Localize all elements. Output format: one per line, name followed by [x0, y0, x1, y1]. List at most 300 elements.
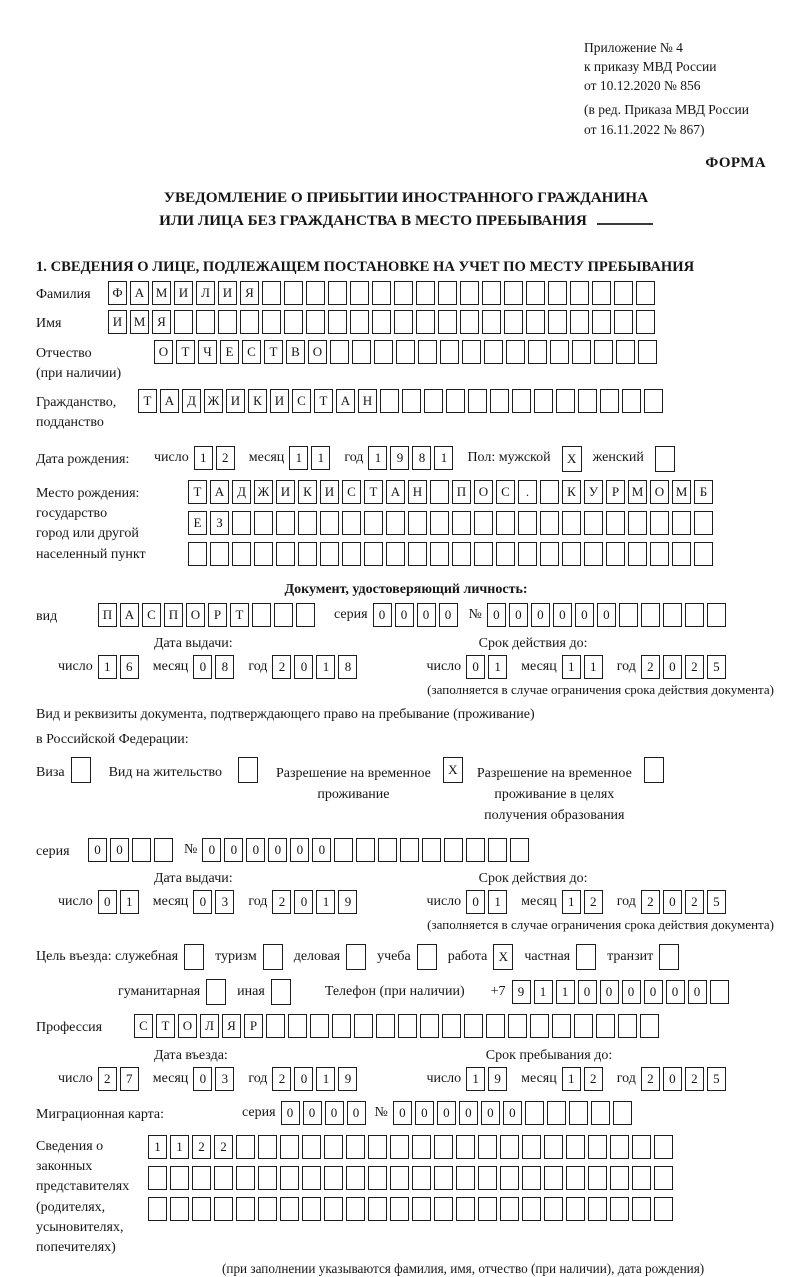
char-box[interactable] — [232, 511, 251, 535]
char-box[interactable]: 9 — [338, 890, 357, 914]
char-box[interactable] — [710, 980, 729, 1004]
citizenship-input[interactable] — [138, 389, 666, 413]
char-box[interactable]: 1 — [368, 446, 387, 470]
char-box[interactable] — [616, 340, 635, 364]
char-box[interactable] — [468, 389, 487, 413]
char-box[interactable] — [252, 603, 271, 627]
char-box[interactable]: И — [108, 310, 127, 334]
char-box[interactable] — [556, 389, 575, 413]
char-box[interactable] — [236, 1197, 255, 1221]
char-box[interactable] — [328, 310, 347, 334]
char-box[interactable]: 2 — [272, 1067, 291, 1091]
char-box[interactable] — [214, 1197, 233, 1221]
char-box[interactable]: 0 — [415, 1101, 434, 1125]
char-box[interactable]: 0 — [347, 1101, 366, 1125]
char-box[interactable] — [368, 1197, 387, 1221]
char-box[interactable]: 0 — [663, 1067, 682, 1091]
char-box[interactable] — [588, 1135, 607, 1159]
char-box[interactable] — [464, 1014, 483, 1038]
char-box[interactable]: 0 — [373, 603, 392, 627]
stay-month-input[interactable] — [562, 1067, 606, 1091]
representatives-input-row2[interactable] — [148, 1166, 676, 1190]
char-box[interactable]: Н — [408, 480, 427, 504]
char-box[interactable]: А — [386, 480, 405, 504]
char-box[interactable] — [572, 340, 591, 364]
char-box[interactable]: 0 — [509, 603, 528, 627]
char-box[interactable] — [632, 1166, 651, 1190]
char-box[interactable] — [258, 1166, 277, 1190]
char-box[interactable] — [148, 1166, 167, 1190]
char-box[interactable]: 0 — [481, 1101, 500, 1125]
char-box[interactable]: Ж — [254, 480, 273, 504]
char-box[interactable]: Я — [240, 281, 259, 305]
char-box[interactable]: 0 — [644, 980, 663, 1004]
char-box[interactable]: 2 — [641, 890, 660, 914]
char-box[interactable] — [654, 1166, 673, 1190]
char-box[interactable]: 0 — [597, 603, 616, 627]
char-box[interactable] — [456, 1197, 475, 1221]
char-box[interactable] — [592, 281, 611, 305]
char-box[interactable] — [460, 310, 479, 334]
char-box[interactable]: 0 — [325, 1101, 344, 1125]
char-box[interactable] — [262, 281, 281, 305]
char-box[interactable]: Л — [200, 1014, 219, 1038]
char-box[interactable]: 5 — [707, 890, 726, 914]
representatives-input-row3[interactable] — [148, 1197, 676, 1221]
char-box[interactable]: Н — [358, 389, 377, 413]
birth-place-input-row3[interactable] — [188, 542, 716, 566]
char-box[interactable] — [650, 542, 669, 566]
char-box[interactable]: 1 — [289, 446, 308, 470]
char-box[interactable]: 3 — [215, 1067, 234, 1091]
char-box[interactable] — [328, 281, 347, 305]
char-box[interactable]: И — [276, 480, 295, 504]
char-box[interactable] — [522, 1197, 541, 1221]
char-box[interactable] — [324, 1166, 343, 1190]
char-box[interactable] — [372, 310, 391, 334]
char-box[interactable] — [544, 1166, 563, 1190]
char-box[interactable]: 1 — [148, 1135, 167, 1159]
char-box[interactable] — [232, 542, 251, 566]
char-box[interactable] — [506, 340, 525, 364]
char-box[interactable]: А — [120, 603, 139, 627]
char-box[interactable] — [412, 1135, 431, 1159]
char-box[interactable]: 0 — [417, 603, 436, 627]
char-box[interactable] — [548, 281, 567, 305]
char-box[interactable] — [302, 1135, 321, 1159]
char-box[interactable] — [280, 1197, 299, 1221]
char-box[interactable] — [254, 511, 273, 535]
char-box[interactable] — [672, 542, 691, 566]
purpose-humanitarian-checkbox[interactable] — [206, 979, 226, 1005]
doc-issue-day-input[interactable] — [98, 655, 142, 679]
char-box[interactable]: 2 — [641, 655, 660, 679]
char-box[interactable]: О — [650, 480, 669, 504]
char-box[interactable]: 0 — [466, 655, 485, 679]
char-box[interactable] — [424, 389, 443, 413]
char-box[interactable]: К — [248, 389, 267, 413]
char-box[interactable] — [288, 1014, 307, 1038]
char-box[interactable]: 8 — [412, 446, 431, 470]
char-box[interactable]: Л — [196, 281, 215, 305]
birth-month-input[interactable] — [289, 446, 333, 470]
temp-residence-edu-checkbox[interactable] — [644, 757, 664, 783]
char-box[interactable]: Т — [364, 480, 383, 504]
char-box[interactable] — [354, 1014, 373, 1038]
char-box[interactable] — [258, 1135, 277, 1159]
char-box[interactable] — [694, 511, 713, 535]
char-box[interactable]: 0 — [294, 655, 313, 679]
char-box[interactable]: 7 — [120, 1067, 139, 1091]
char-box[interactable]: Е — [220, 340, 239, 364]
purpose-transit-checkbox[interactable] — [659, 944, 679, 970]
char-box[interactable]: 8 — [338, 655, 357, 679]
char-box[interactable] — [548, 310, 567, 334]
visa-checkbox[interactable] — [71, 757, 91, 783]
purpose-tourism-checkbox[interactable] — [263, 944, 283, 970]
char-box[interactable] — [547, 1101, 566, 1125]
char-box[interactable]: 1 — [584, 655, 603, 679]
char-box[interactable] — [486, 1014, 505, 1038]
char-box[interactable]: 0 — [88, 838, 107, 862]
char-box[interactable]: 0 — [553, 603, 572, 627]
char-box[interactable]: А — [210, 480, 229, 504]
char-box[interactable]: Т — [264, 340, 283, 364]
residence-issue-month-input[interactable] — [193, 890, 237, 914]
char-box[interactable]: К — [298, 480, 317, 504]
char-box[interactable] — [170, 1166, 189, 1190]
residence-expiry-day-input[interactable] — [466, 890, 510, 914]
char-box[interactable]: 0 — [439, 603, 458, 627]
char-box[interactable] — [284, 310, 303, 334]
char-box[interactable] — [562, 542, 581, 566]
char-box[interactable]: И — [270, 389, 289, 413]
char-box[interactable] — [398, 1014, 417, 1038]
char-box[interactable]: 2 — [641, 1067, 660, 1091]
char-box[interactable]: Т — [230, 603, 249, 627]
char-box[interactable]: 3 — [215, 890, 234, 914]
char-box[interactable] — [284, 281, 303, 305]
char-box[interactable] — [434, 1135, 453, 1159]
char-box[interactable] — [528, 340, 547, 364]
char-box[interactable] — [452, 511, 471, 535]
migration-number-input[interactable] — [393, 1101, 635, 1125]
char-box[interactable] — [596, 1014, 615, 1038]
char-box[interactable]: 0 — [622, 980, 641, 1004]
char-box[interactable] — [632, 1135, 651, 1159]
char-box[interactable]: 1 — [534, 980, 553, 1004]
char-box[interactable] — [654, 1197, 673, 1221]
char-box[interactable] — [526, 310, 545, 334]
char-box[interactable] — [378, 838, 397, 862]
char-box[interactable] — [570, 310, 589, 334]
char-box[interactable] — [544, 1135, 563, 1159]
char-box[interactable] — [420, 1014, 439, 1038]
char-box[interactable] — [518, 542, 537, 566]
char-box[interactable] — [430, 542, 449, 566]
char-box[interactable] — [296, 603, 315, 627]
birth-year-input[interactable] — [368, 446, 456, 470]
char-box[interactable]: Р — [606, 480, 625, 504]
char-box[interactable]: Я — [152, 310, 171, 334]
char-box[interactable] — [512, 389, 531, 413]
char-box[interactable]: М — [130, 310, 149, 334]
char-box[interactable]: 1 — [316, 655, 335, 679]
birth-day-input[interactable] — [194, 446, 238, 470]
char-box[interactable] — [500, 1166, 519, 1190]
char-box[interactable] — [442, 1014, 461, 1038]
char-box[interactable]: М — [152, 281, 171, 305]
char-box[interactable] — [636, 310, 655, 334]
char-box[interactable] — [526, 281, 545, 305]
char-box[interactable]: 0 — [303, 1101, 322, 1125]
sex-male-checkbox[interactable]: X — [562, 446, 582, 472]
char-box[interactable]: Т — [176, 340, 195, 364]
char-box[interactable] — [310, 1014, 329, 1038]
char-box[interactable]: 0 — [600, 980, 619, 1004]
char-box[interactable] — [438, 281, 457, 305]
char-box[interactable]: 1 — [434, 446, 453, 470]
char-box[interactable]: С — [496, 480, 515, 504]
char-box[interactable] — [196, 310, 215, 334]
char-box[interactable] — [644, 389, 663, 413]
doc-issue-month-input[interactable] — [193, 655, 237, 679]
char-box[interactable] — [170, 1197, 189, 1221]
char-box[interactable] — [408, 542, 427, 566]
char-box[interactable] — [394, 281, 413, 305]
char-box[interactable] — [610, 1197, 629, 1221]
char-box[interactable]: 0 — [268, 838, 287, 862]
char-box[interactable] — [430, 511, 449, 535]
char-box[interactable] — [552, 1014, 571, 1038]
char-box[interactable] — [500, 1197, 519, 1221]
char-box[interactable] — [342, 542, 361, 566]
char-box[interactable]: 0 — [98, 890, 117, 914]
char-box[interactable]: Д — [232, 480, 251, 504]
char-box[interactable] — [484, 340, 503, 364]
char-box[interactable] — [302, 1166, 321, 1190]
char-box[interactable]: 0 — [503, 1101, 522, 1125]
char-box[interactable]: И — [218, 281, 237, 305]
char-box[interactable] — [562, 511, 581, 535]
char-box[interactable]: П — [98, 603, 117, 627]
char-box[interactable] — [192, 1197, 211, 1221]
char-box[interactable] — [386, 542, 405, 566]
purpose-other-checkbox[interactable] — [271, 979, 291, 1005]
char-box[interactable] — [570, 281, 589, 305]
char-box[interactable] — [444, 838, 463, 862]
char-box[interactable]: 2 — [584, 890, 603, 914]
char-box[interactable] — [606, 542, 625, 566]
char-box[interactable]: Р — [244, 1014, 263, 1038]
char-box[interactable] — [298, 542, 317, 566]
doc-issue-year-input[interactable] — [272, 655, 360, 679]
char-box[interactable] — [540, 511, 559, 535]
char-box[interactable]: 6 — [120, 655, 139, 679]
char-box[interactable] — [394, 310, 413, 334]
surname-input[interactable] — [108, 281, 658, 305]
char-box[interactable] — [663, 603, 682, 627]
char-box[interactable]: 2 — [685, 890, 704, 914]
char-box[interactable]: 8 — [215, 655, 234, 679]
char-box[interactable] — [613, 1101, 632, 1125]
char-box[interactable]: 1 — [556, 980, 575, 1004]
char-box[interactable] — [569, 1101, 588, 1125]
char-box[interactable] — [236, 1166, 255, 1190]
char-box[interactable] — [504, 281, 523, 305]
char-box[interactable] — [276, 511, 295, 535]
char-box[interactable]: И — [226, 389, 245, 413]
char-box[interactable] — [588, 1166, 607, 1190]
char-box[interactable]: 1 — [466, 1067, 485, 1091]
char-box[interactable]: 0 — [466, 890, 485, 914]
char-box[interactable] — [346, 1166, 365, 1190]
char-box[interactable]: 2 — [214, 1135, 233, 1159]
char-box[interactable]: И — [174, 281, 193, 305]
char-box[interactable]: Т — [188, 480, 207, 504]
char-box[interactable]: 0 — [193, 890, 212, 914]
residence-expiry-month-input[interactable] — [562, 890, 606, 914]
char-box[interactable] — [456, 1166, 475, 1190]
char-box[interactable] — [346, 1135, 365, 1159]
char-box[interactable] — [374, 340, 393, 364]
char-box[interactable]: 0 — [294, 890, 313, 914]
char-box[interactable]: 0 — [193, 1067, 212, 1091]
char-box[interactable]: 1 — [562, 1067, 581, 1091]
char-box[interactable]: 0 — [663, 890, 682, 914]
char-box[interactable] — [530, 1014, 549, 1038]
purpose-private-checkbox[interactable] — [576, 944, 596, 970]
profession-input[interactable] — [134, 1014, 662, 1038]
char-box[interactable] — [640, 1014, 659, 1038]
char-box[interactable] — [376, 1014, 395, 1038]
stay-year-input[interactable] — [641, 1067, 729, 1091]
char-box[interactable] — [276, 542, 295, 566]
char-box[interactable] — [584, 542, 603, 566]
char-box[interactable] — [240, 310, 259, 334]
char-box[interactable] — [324, 1135, 343, 1159]
char-box[interactable]: 2 — [98, 1067, 117, 1091]
char-box[interactable] — [685, 603, 704, 627]
char-box[interactable] — [418, 340, 437, 364]
char-box[interactable]: 2 — [216, 446, 235, 470]
doc-series-input[interactable] — [373, 603, 461, 627]
char-box[interactable] — [578, 389, 597, 413]
char-box[interactable]: Т — [138, 389, 157, 413]
representatives-input-row1[interactable] — [148, 1135, 676, 1159]
char-box[interactable]: Р — [208, 603, 227, 627]
char-box[interactable] — [320, 511, 339, 535]
doc-kind-input[interactable] — [98, 603, 318, 627]
name-input[interactable] — [108, 310, 658, 334]
char-box[interactable] — [218, 310, 237, 334]
char-box[interactable] — [254, 542, 273, 566]
char-box[interactable] — [280, 1135, 299, 1159]
char-box[interactable]: С — [342, 480, 361, 504]
char-box[interactable] — [641, 603, 660, 627]
char-box[interactable]: О — [154, 340, 173, 364]
char-box[interactable]: 2 — [685, 655, 704, 679]
char-box[interactable] — [650, 511, 669, 535]
char-box[interactable] — [566, 1166, 585, 1190]
char-box[interactable] — [430, 480, 449, 504]
char-box[interactable]: 1 — [311, 446, 330, 470]
stay-day-input[interactable] — [466, 1067, 510, 1091]
char-box[interactable]: К — [562, 480, 581, 504]
char-box[interactable]: 1 — [316, 1067, 335, 1091]
char-box[interactable] — [324, 1197, 343, 1221]
char-box[interactable] — [619, 603, 638, 627]
char-box[interactable]: 1 — [98, 655, 117, 679]
char-box[interactable]: Т — [156, 1014, 175, 1038]
char-box[interactable] — [364, 511, 383, 535]
char-box[interactable] — [534, 389, 553, 413]
birth-place-input-row2[interactable] — [188, 511, 716, 535]
char-box[interactable]: 9 — [338, 1067, 357, 1091]
char-box[interactable] — [334, 838, 353, 862]
char-box[interactable]: С — [242, 340, 261, 364]
char-box[interactable] — [606, 511, 625, 535]
char-box[interactable] — [434, 1197, 453, 1221]
temp-residence-checkbox[interactable]: X — [443, 757, 463, 783]
char-box[interactable]: О — [178, 1014, 197, 1038]
char-box[interactable]: 0 — [202, 838, 221, 862]
char-box[interactable]: О — [474, 480, 493, 504]
char-box[interactable] — [352, 340, 371, 364]
char-box[interactable] — [628, 511, 647, 535]
char-box[interactable] — [416, 281, 435, 305]
char-box[interactable] — [214, 1166, 233, 1190]
char-box[interactable]: М — [628, 480, 647, 504]
char-box[interactable] — [574, 1014, 593, 1038]
char-box[interactable]: Д — [182, 389, 201, 413]
char-box[interactable] — [306, 310, 325, 334]
char-box[interactable] — [600, 389, 619, 413]
char-box[interactable] — [525, 1101, 544, 1125]
char-box[interactable] — [478, 1135, 497, 1159]
char-box[interactable] — [390, 1197, 409, 1221]
char-box[interactable] — [460, 281, 479, 305]
char-box[interactable]: 0 — [688, 980, 707, 1004]
residence-issue-day-input[interactable] — [98, 890, 142, 914]
phone-input[interactable] — [512, 980, 732, 1004]
char-box[interactable] — [262, 310, 281, 334]
char-box[interactable] — [510, 838, 529, 862]
char-box[interactable] — [610, 1135, 629, 1159]
char-box[interactable] — [280, 1166, 299, 1190]
char-box[interactable] — [482, 310, 501, 334]
char-box[interactable]: С — [292, 389, 311, 413]
char-box[interactable] — [258, 1197, 277, 1221]
char-box[interactable] — [638, 340, 657, 364]
char-box[interactable]: 0 — [246, 838, 265, 862]
purpose-work-checkbox[interactable]: X — [493, 944, 513, 970]
migration-series-input[interactable] — [281, 1101, 369, 1125]
char-box[interactable]: 5 — [707, 1067, 726, 1091]
char-box[interactable]: А — [130, 281, 149, 305]
char-box[interactable] — [132, 838, 151, 862]
sex-female-checkbox[interactable] — [655, 446, 675, 472]
char-box[interactable]: Ф — [108, 281, 127, 305]
residence-issue-year-input[interactable] — [272, 890, 360, 914]
char-box[interactable]: 1 — [562, 655, 581, 679]
residence-permit-checkbox[interactable] — [238, 757, 258, 783]
char-box[interactable] — [320, 542, 339, 566]
char-box[interactable] — [342, 511, 361, 535]
char-box[interactable] — [636, 281, 655, 305]
char-box[interactable] — [500, 1135, 519, 1159]
char-box[interactable]: М — [672, 480, 691, 504]
